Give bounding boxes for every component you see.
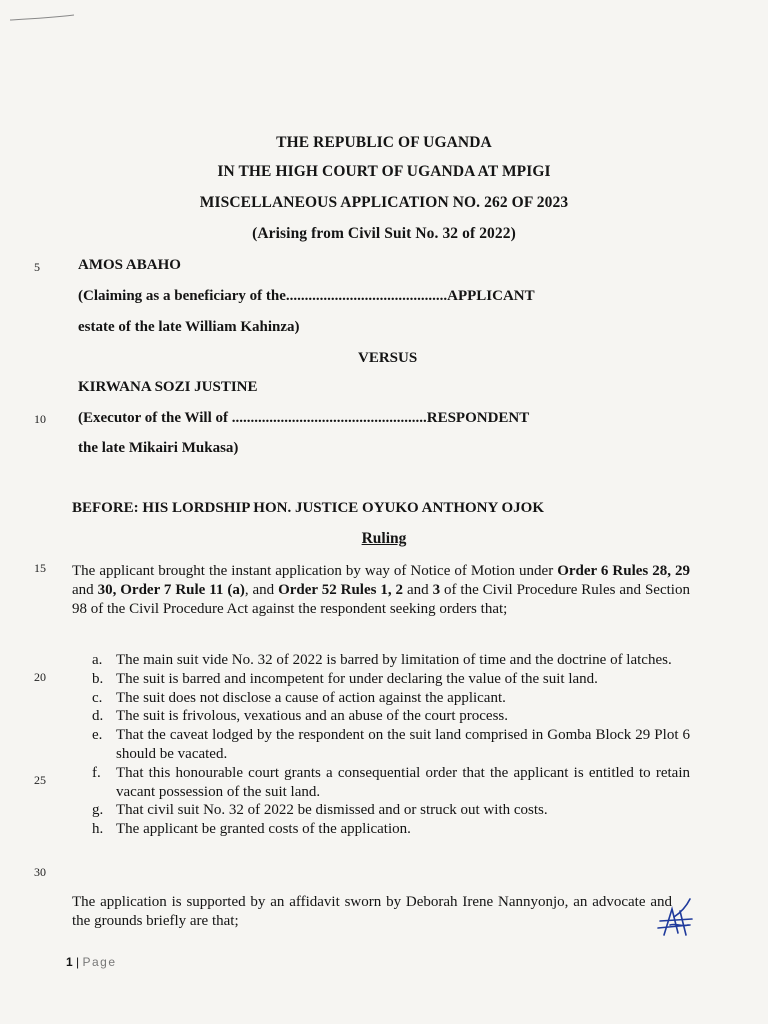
applicant-description-line <box>78 288 535 305</box>
page-number: 1 <box>66 955 73 969</box>
orders-list <box>92 651 690 839</box>
ruling-title: Ruling <box>361 530 407 547</box>
list-text: The main suit vide No. 32 of 2022 is barred by limitation of time and the doctrine of latches. <box>116 652 672 668</box>
corner-pen-mark <box>8 6 78 26</box>
footer-separator: | <box>72 955 83 969</box>
list-text: That civil suit No. 32 of 2022 be dismissed and or struck out with costs. <box>116 802 548 819</box>
page-word: Page <box>82 955 117 969</box>
intro-text: , and <box>244 582 279 598</box>
page-footer <box>66 955 117 969</box>
ruling-heading <box>0 530 768 548</box>
respondent-description-cont: the late Mikairi Mukasa) <box>78 440 239 456</box>
applicant-description-cont: estate of the late William Kahinza) <box>78 319 300 335</box>
line-number: 10 <box>34 412 46 426</box>
list-letter: f. <box>92 764 101 781</box>
list-item <box>92 801 690 820</box>
line-number: 5 <box>34 260 40 274</box>
line-number: 20 <box>34 670 46 684</box>
list-text: The suit is frivolous, vexatious and an abuse of the court process. <box>116 708 508 725</box>
versus-label: VERSUS <box>358 350 418 366</box>
respondent-dot-leader: .................................................... <box>231 410 427 426</box>
intro-paragraph <box>72 562 690 619</box>
intro-bold: 3 <box>432 582 441 598</box>
respondent-description-line <box>78 410 529 427</box>
intro-bold: 30, Order 7 Rule 11 (a) <box>97 582 245 598</box>
list-item <box>92 764 690 802</box>
list-letter: b. <box>92 670 104 687</box>
applicant-description: (Claiming as a beneficiary of the <box>78 288 286 304</box>
respondent-description: (Executor of the Will of <box>78 410 228 426</box>
coram-line: BEFORE: HIS LORDSHIP HON. JUSTICE OYUKO ANTHONY OJOK <box>72 500 545 516</box>
list-letter: d. <box>92 708 104 725</box>
list-letter: e. <box>92 727 103 744</box>
judge-initials-signature <box>652 895 700 943</box>
list-text: That the caveat lodged by the respondent on the suit land comprised in Gomba Block 29 Plot 6 should be vacated. <box>116 727 690 762</box>
applicant-name: AMOS ABAHO <box>78 257 181 273</box>
list-letter: c. <box>92 689 103 706</box>
list-item <box>92 707 690 726</box>
line-number: 15 <box>34 561 46 575</box>
list-text: The suit does not disclose a cause of action against the applicant. <box>116 689 506 706</box>
header-court: IN THE HIGH COURT OF UGANDA AT MPIGI <box>217 163 551 180</box>
header-arising-from: (Arising from Civil Suit No. 32 of 2022) <box>252 225 516 242</box>
respondent-role: RESPONDENT <box>426 410 530 426</box>
intro-text: of the Civil Procedure Rules and Section 98 of the Civil Procedure Act against the respondent seeking orders that; <box>72 582 690 617</box>
list-text: That this honourable court grants a consequential order that the applicant is entitled to retain vacant possession of the suit land. <box>116 764 690 800</box>
line-number: 30 <box>34 865 46 879</box>
intro-text: The applicant brought the instant application by way of Notice of Motion under <box>72 563 558 579</box>
list-item <box>92 726 690 764</box>
support-paragraph: The application is supported by an affidavit sworn by Deborah Irene Nannyonjo, an advocate and the grounds briefly are that; <box>72 894 672 929</box>
list-letter: a. <box>92 652 103 668</box>
list-item <box>92 651 690 670</box>
header-application-number: MISCELLANEOUS APPLICATION NO. 262 OF 2023 <box>199 194 569 211</box>
line-number: 25 <box>34 773 46 787</box>
intro-text: and <box>403 582 433 598</box>
list-item <box>92 689 690 708</box>
list-item <box>92 670 690 689</box>
intro-text: and <box>72 582 98 598</box>
list-text: The applicant be granted costs of the application. <box>116 821 411 838</box>
applicant-role: APPLICANT <box>447 288 535 304</box>
list-text: The suit is barred and incompetent for under declaring the value of the suit land. <box>116 670 598 687</box>
list-letter: h. <box>92 821 104 838</box>
intro-bold: Order 52 Rules 1, 2 <box>278 582 404 598</box>
respondent-name: KIRWANA SOZI JUSTINE <box>78 379 258 395</box>
list-item <box>92 820 690 839</box>
intro-bold: Order 6 Rules 28, 29 <box>557 563 690 579</box>
list-letter: g. <box>92 802 104 819</box>
applicant-dot-leader: ........................................... <box>285 288 448 304</box>
header-republic: THE REPUBLIC OF UGANDA <box>276 134 492 151</box>
